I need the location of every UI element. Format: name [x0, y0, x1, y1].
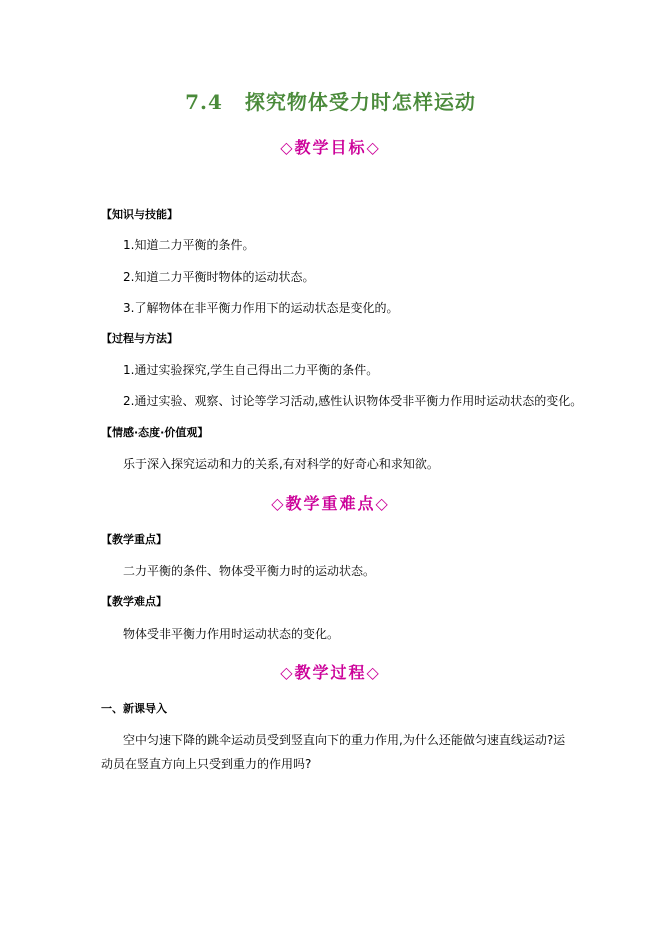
attitude-text: 乐于深入探究运动和力的关系,有对科学的好奇心和求知欲。 [123, 457, 439, 471]
knowledge-heading: 【知识与技能】 [101, 208, 178, 221]
difficulty-text: 物体受非平衡力作用时运动状态的变化。 [123, 627, 340, 641]
knowledge-item-1: 1.知道二力平衡的条件。 [123, 238, 255, 252]
intro-line-2: 动员在竖直方向上只受到重力的作用吗? [101, 757, 312, 771]
document-title [0, 86, 661, 115]
knowledge-item-3: 3.了解物体在非平衡力作用下的运动状态是变化的。 [123, 301, 399, 315]
section-heading-process: ◇教学过程◇ [280, 663, 381, 682]
section-heading-key-points: ◇教学重难点◇ [271, 494, 390, 513]
attitude-heading: 【情感·态度·价值观】 [101, 426, 209, 439]
method-item-2: 2.通过实验、观察、讨论等学习活动,感性认识物体受非平衡力作用时运动状态的变化。 [123, 394, 583, 408]
method-item-1: 1.通过实验探究,学生自己得出二力平衡的条件。 [123, 363, 379, 377]
title-number: 7.4 [185, 90, 223, 114]
title-text: 探究物体受力时怎样运动 [244, 90, 476, 114]
knowledge-item-2: 2.知道二力平衡时物体的运动状态。 [123, 270, 315, 284]
difficulty-heading: 【教学难点】 [101, 595, 167, 608]
intro-paragraph [101, 728, 565, 776]
section-heading-goals: ◇教学目标◇ [280, 138, 381, 157]
intro-heading: 一、新课导入 [101, 702, 167, 715]
intro-line-1: 空中匀速下降的跳伞运动员受到竖直向下的重力作用,为什么还能做匀速直线运动?运 [123, 733, 566, 747]
focus-heading: 【教学重点】 [101, 533, 167, 546]
focus-text: 二力平衡的条件、物体受平衡力时的运动状态。 [123, 564, 376, 578]
method-heading: 【过程与方法】 [101, 332, 178, 345]
